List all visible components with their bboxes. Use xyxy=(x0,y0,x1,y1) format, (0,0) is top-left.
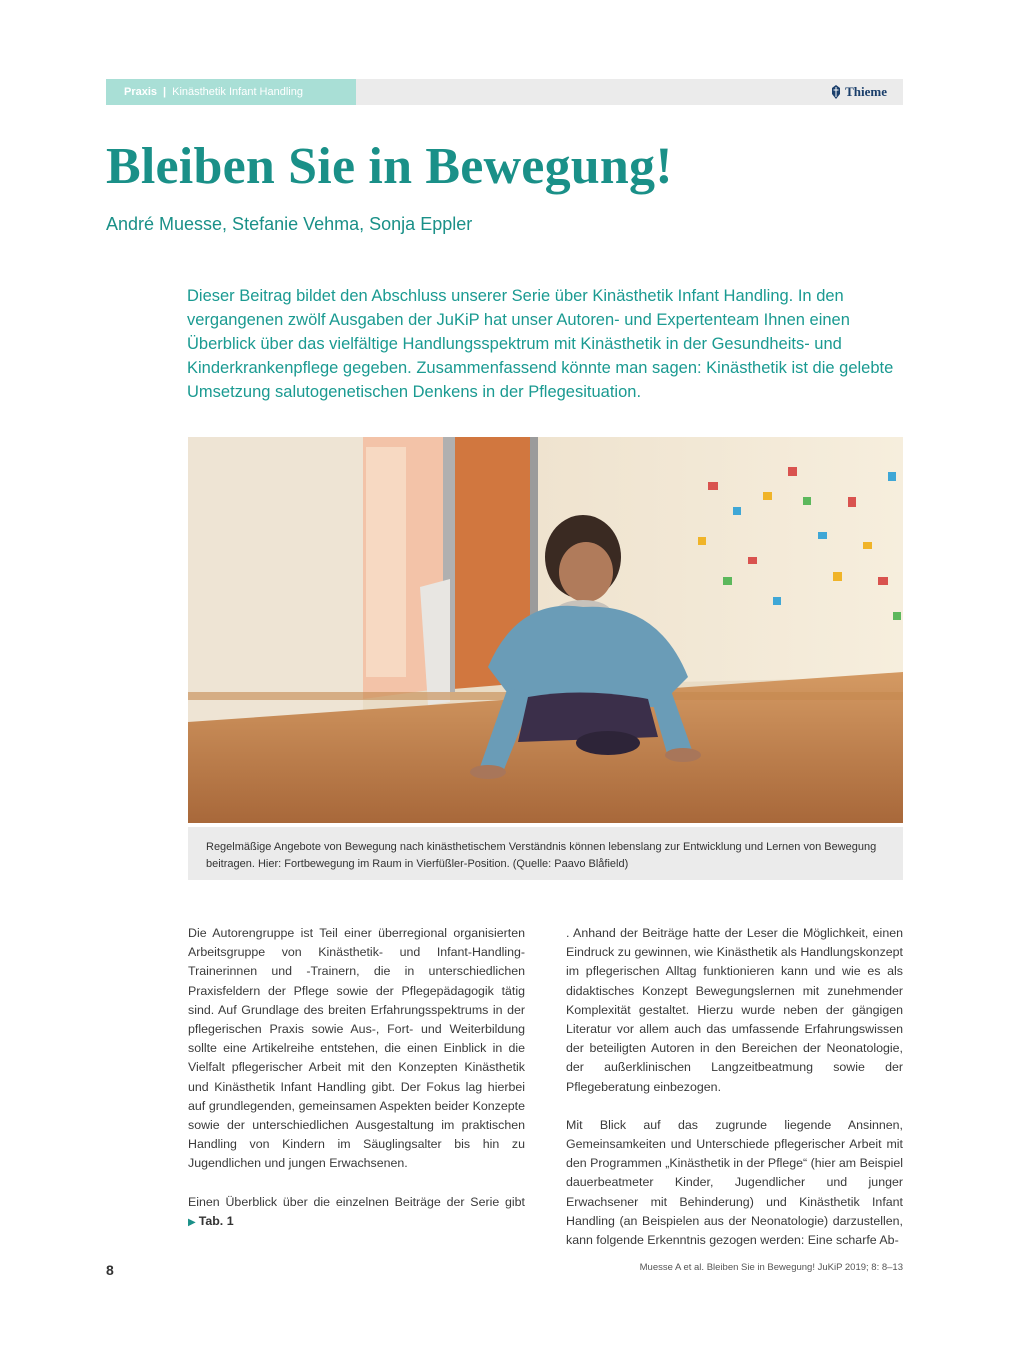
publisher-logo xyxy=(831,79,887,105)
page-number: 8 xyxy=(106,1262,114,1278)
running-header xyxy=(106,79,903,105)
photo-illustration xyxy=(188,437,903,823)
body-paragraph-continued: . Anhand der Beiträge hatte der Leser die Möglichkeit, einen Eindruck zu gewinnen, wie Kinästhetik als Handlungskonzept im pflegerischen Alltag funktionieren kann und wie es als didaktisches Konzept Bewegungslernen mit zunehmender Komplexität gestaltet. Hierzu wurde neben der gängigen Literatur vor allem auch das umfassende Erfahrungswissen der beteiligten Autoren in den Bereichen der Neonatologie, der außerklinischen Langzeitbeatmung sowie der Pflegeberatung einbezogen. xyxy=(566,926,903,1094)
article-title: Bleiben Sie in Bewegung! xyxy=(106,138,673,195)
section-label: Praxis xyxy=(124,86,158,98)
publisher-name: Thieme xyxy=(845,84,887,99)
body-paragraph-with-ref xyxy=(188,1193,525,1232)
body-paragraph: Die Autorengruppe ist Teil einer überregional organisierten Arbeitsgruppe von Kinästhetik- und Infant-Handling-Trainerinnen und -Trainern, die in unterschiedlichen Praxisfeldern der Pflege sowie der Pflegepädagogik tätig sind. Auf Grundlage des breiten Erfahrungsspektrums in der pflegerischen Praxis sowie Aus-, Fort- und Weiterbildung sollte eine Artikelreihe entstehen, die einen Einblick in die Vielfalt pflegerischer Arbeit mit den Konzepten Kinästhetik und Kinästhetik Infant Handling gibt. Der Fokus lag hierbei auf grundlegenden, gemeinsamen Aspekten beider Konzepte sowie der unterschiedlichen Ausgestaltung im praktischen Handling von Kindern im Säuglingsalter bis hin zu Jugendlichen und jungen Erwachsenen. xyxy=(188,926,525,1171)
article-photo xyxy=(188,437,903,823)
body-column-right xyxy=(566,924,903,1269)
section-tag xyxy=(106,79,356,105)
body-paragraph: Mit Blick auf das zugrunde liegende Ansinnen, Gemeinsamkeiten und Unterschiede pflegerischer Arbeit mit den Programmen „Kinästhetik in der Pflege“ (hier am Beispiel dauerbeatmeter Kinder, Jugendlicher und junger Erwachsener mit Behinderung) und Kinästhetik Infant Handling (an Beispielen aus der Neonatologie) darzustellen, kann folgende Erkenntnis gezogen werden: Eine scharfe Ab- xyxy=(566,1117,903,1248)
figure-caption: Regelmäßige Angebote von Bewegung nach kinästhetischem Verständnis können lebenslang zur Entwicklung und Lernen von Bewegung beitragen. Hier: Fortbewegung im Raum in Vierfüßler-Position. (Quelle: Paavo Blåfield) xyxy=(188,827,903,880)
article-authors: André Muesse, Stefanie Vehma, Sonja Eppler xyxy=(106,214,473,234)
footer-citation: Muesse A et al. Bleiben Sie in Bewegung! JuKiP 2019; 8: 8–13 xyxy=(639,1262,903,1273)
section-separator: | xyxy=(163,86,167,98)
table-reference-link[interactable]: Tab. 1 xyxy=(198,1213,234,1228)
topic-label: Kinästhetik Infant Handling xyxy=(172,86,303,98)
thieme-logo-icon xyxy=(831,85,841,99)
article-lead: Dieser Beitrag bildet den Abschluss unserer Serie über Kinästhetik Infant Handling. In den vergangenen zwölf Ausgaben der JuKiP hat unser Autoren- und Expertenteam Ihnen einen Überblick über das vielfältige Handlungsspektrum mit Kinästhetik in der Gesundheits- und Kinderkrankenpflege gegeben. Zusammenfassend könnte man sagen: Kinästhetik ist die gelebte Umsetzung salutogenetischen Denkens in der Pflegesituation. xyxy=(187,287,894,401)
body-column-left xyxy=(188,924,525,1251)
table-reference-arrow-icon: ▶ xyxy=(188,1216,196,1228)
body-text: Einen Überblick über die einzelnen Beiträge der Serie gibt xyxy=(188,1194,525,1209)
